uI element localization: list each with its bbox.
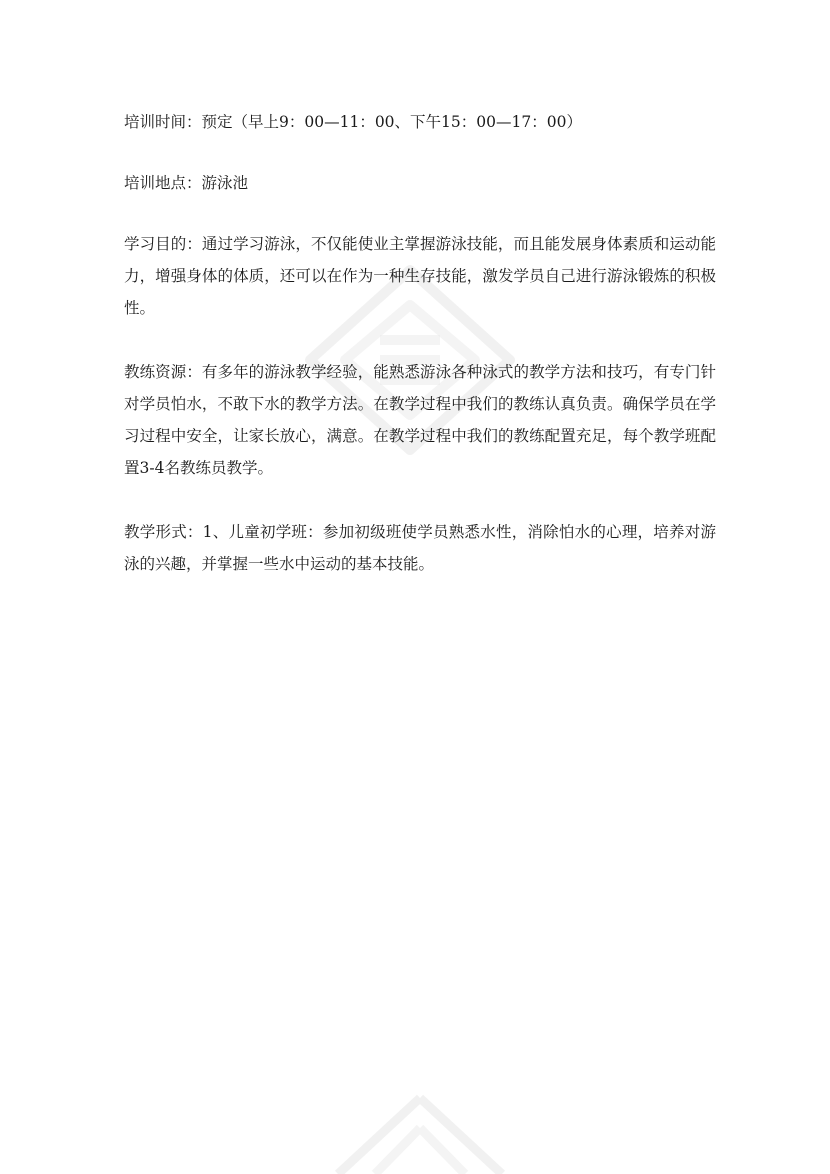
- paragraph-training-location: [124, 167, 716, 199]
- paragraph-text: 预定（早上9：00—11：00、下午15：00—17：00）: [201, 113, 582, 131]
- paragraph-text: 通过学习游泳，不仅能使业主掌握游泳技能，而且能发展身体素质和运动能力，增强身体的体质，还可以在作为一种生存技能，激发学员自己进行游泳锻炼的积极性。: [124, 235, 716, 317]
- paragraph-teaching-form: [124, 516, 716, 580]
- document-body: [124, 106, 716, 612]
- paragraph-label: 教学形式：: [124, 523, 203, 541]
- paragraph-text: 有多年的游泳教学经验，能熟悉游泳各种泳式的教学方法和技巧，有专门针对学员怕水，不敢下水的教学方法。在教学过程中我们的教练认真负责。确保学员在学习过程中安全，让家长放心，满意。在教学过程中我们的教练配置充足，每个教学班配置3-4名教练员教学。: [124, 363, 716, 477]
- watermark-icon: [330, 1090, 510, 1174]
- paragraph-label: 培训时间：: [124, 113, 202, 131]
- paragraph-text: 1、儿童初学班：参加初级班使学员熟悉水性，消除怕水的心理，培养对游泳的兴趣，并掌握一些水中运动的基本技能。: [124, 523, 716, 573]
- paragraph-label: 学习目的：: [124, 235, 202, 253]
- paragraph-text: 游泳池: [201, 174, 249, 192]
- paragraph-label: 教练资源：: [124, 363, 202, 381]
- paragraph-learning-purpose: [124, 228, 716, 324]
- paragraph-training-time: [124, 106, 716, 138]
- paragraph-coach-resources: [124, 356, 716, 484]
- paragraph-label: 培训地点：: [124, 174, 202, 192]
